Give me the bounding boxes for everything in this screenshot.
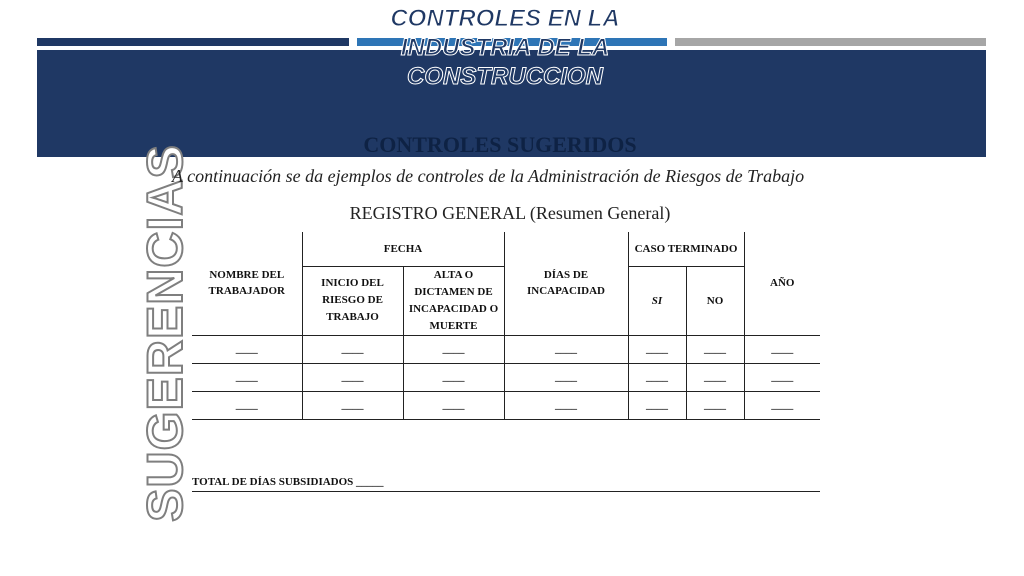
cell: ____ xyxy=(192,391,302,419)
slide-title-line-3: CONSTRUCCION xyxy=(407,63,603,90)
cell: ____ xyxy=(302,363,403,391)
top-bar-left xyxy=(37,38,349,46)
side-label xyxy=(137,144,193,522)
slide-title-line-2: INDUSTRIA DE LA xyxy=(400,34,610,61)
header-dias: DÍAS DE INCAPACIDAD xyxy=(504,232,628,335)
cell: ____ xyxy=(504,335,628,363)
cell: ____ xyxy=(192,335,302,363)
header-alta: ALTA O DICTAMEN DE INCAPACIDAD O MUERTE xyxy=(403,266,504,335)
table-row xyxy=(192,335,820,363)
cell: ____ xyxy=(744,335,820,363)
cell: ____ xyxy=(403,391,504,419)
cell: ____ xyxy=(628,335,686,363)
table-row xyxy=(192,363,820,391)
cell: ____ xyxy=(686,391,744,419)
cell: ____ xyxy=(686,363,744,391)
header-no: NO xyxy=(686,266,744,335)
cell: ____ xyxy=(744,363,820,391)
cell: ____ xyxy=(403,335,504,363)
cell: ____ xyxy=(302,391,403,419)
cell: ____ xyxy=(686,335,744,363)
cell: ____ xyxy=(302,335,403,363)
header-caso: CASO TERMINADO xyxy=(628,232,744,266)
slide-title xyxy=(360,4,650,91)
total-days-line: TOTAL DE DÍAS SUBSIDIADOS _____ xyxy=(192,476,820,492)
table-row xyxy=(192,391,820,419)
cell: ____ xyxy=(504,391,628,419)
slide-title-line-1: CONTROLES EN LA xyxy=(390,5,620,32)
header-si: SI xyxy=(628,266,686,335)
header-fecha: FECHA xyxy=(302,232,504,266)
register-table xyxy=(192,232,820,420)
cell: ____ xyxy=(403,363,504,391)
intro-text: A continuación se da ejemplos de controles de la Administración de Riesgos de Trabajo xyxy=(172,166,805,186)
cell: ____ xyxy=(744,391,820,419)
side-label-text: SUGERENCIAS xyxy=(137,144,193,522)
header-inicio: INICIO DEL RIESGO DE TRABAJO xyxy=(302,266,403,335)
header-anio: AÑO xyxy=(744,232,820,335)
slide-subtitle: CONTROLES SUGERIDOS xyxy=(363,132,637,157)
cell: ____ xyxy=(504,363,628,391)
top-bar-right xyxy=(675,38,986,46)
register-title: REGISTRO GENERAL (Resumen General) xyxy=(349,203,671,223)
cell: ____ xyxy=(628,391,686,419)
cell: ____ xyxy=(628,363,686,391)
header-nombre: NOMBRE DEL TRABAJADOR xyxy=(192,232,302,335)
cell: ____ xyxy=(192,363,302,391)
